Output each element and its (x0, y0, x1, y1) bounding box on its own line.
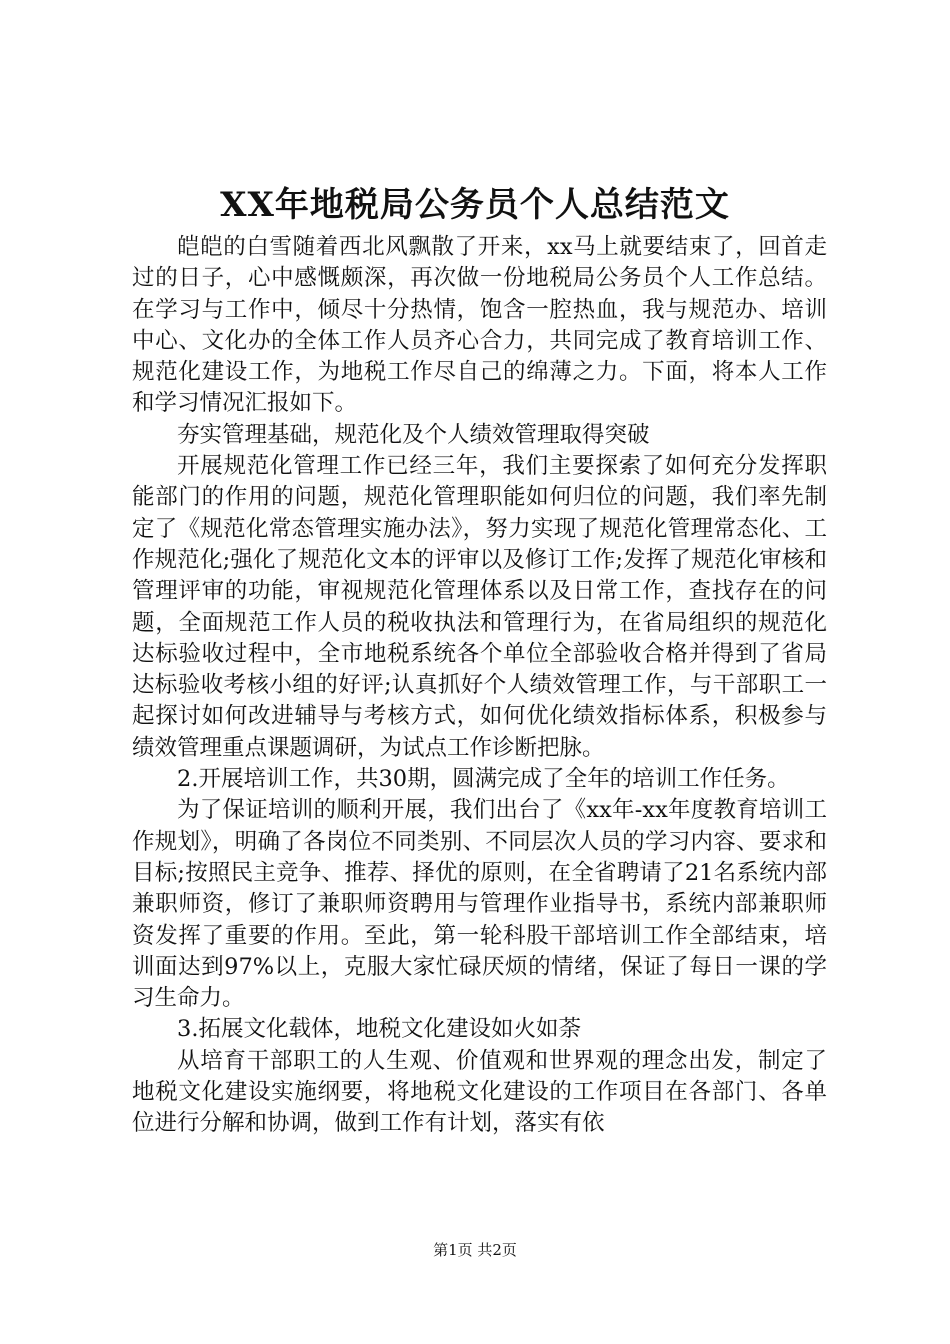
paragraph-intro: 皑皑的白雪随着西北风飘散了开来，xx马上就要结束了，回首走过的日子，心中感慨颇深，再次做一份地税局公务员个人工作总结。在学习与工作中，倾尽十分热情，饱含一腔热血，我与规范办、培训中心、文化办的全体工作人员齐心合力，共同完成了教育培训工作、规范化建设工作，为地税工作尽自己的绵薄之力。下面，将本人工作和学习情况汇报如下。 (132, 234, 827, 417)
paragraph-heading-3: 3.拓展文化载体，地税文化建设如火如荼 (177, 1016, 581, 1043)
paragraph-heading-1: 夯实管理基础，规范化及个人绩效管理取得突破 (177, 421, 650, 448)
paragraph-training: 为了保证培训的顺利开展，我们出台了《xx年-xx年度教育培训工作规划》，明确了各岗位不同类别、不同层次人员的学习内容、要求和目标;按照民主竞争、推荐、择优的原则，在全省聘请了21名系统内部兼职师资，修订了兼职师资聘用与管理作业指导书，系统内部兼职师资发挥了重要的作用。至此，第一轮科股干部培训工作全部结束，培训面达到97%以上，克服大家忙碌厌烦的情绪，保证了每日一课的学习生命力。 (132, 797, 827, 1012)
paragraph-standardization: 开展规范化管理工作已经三年，我们主要探索了如何充分发挥职能部门的作用的问题，规范化管理职能如何归位的问题，我们率先制定了《规范化常态管理实施办法》，努力实现了规范化管理常态化、工作规范化;强化了规范化文本的评审以及修订工作;发挥了规范化审核和管理评审的功能，审视规范化管理体系以及日常工作，查找存在的问题，全面规范工作人员的税收执法和管理行为，在省局组织的规范化达标验收过程中，全市地税系统各个单位全部验收合格并得到了省局达标验收考核小组的好评;认真抓好个人绩效管理工作，与干部职工一起探讨如何改进辅导与考核方式，如何优化绩效指标体系，积极参与绩效管理重点课题调研，为试点工作诊断把脉。 (132, 453, 827, 761)
paragraph-culture: 从培育干部职工的人生观、价值观和世界观的理念出发，制定了地税文化建设实施纲要，将地税文化建设的工作项目在各部门、各单位进行分解和协调，做到工作有计划，落实有依 (132, 1047, 827, 1137)
paragraph-heading-2: 2.开展培训工作，共30期，圆满完成了全年的培训工作任务。 (177, 766, 790, 793)
document-body (132, 232, 827, 1140)
document-title: XX年地税局公务员个人总结范文 (220, 185, 730, 225)
page-number-footer: 第1页 共2页 (433, 1241, 517, 1259)
